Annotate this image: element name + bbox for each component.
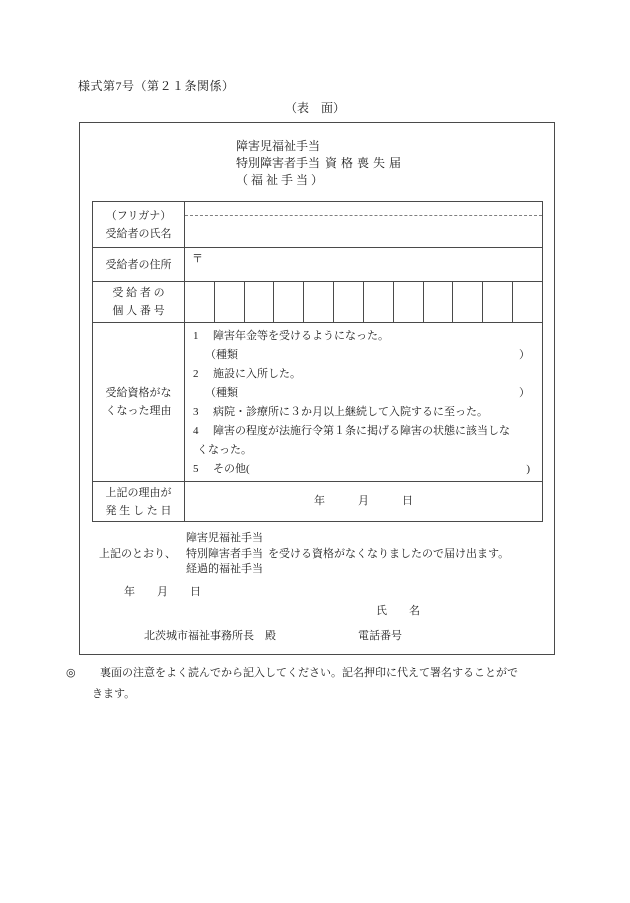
title-allowance-2: 特別障害者手当 <box>236 156 321 170</box>
footer-note <box>66 663 518 705</box>
recipient-address-row <box>93 248 542 282</box>
declaration-prefix: 上記のとおり、 <box>99 547 176 560</box>
side-label: （表 面） <box>284 101 345 115</box>
recipient-name-cell <box>185 202 542 247</box>
personal-number-cells <box>185 282 542 322</box>
form-outer-box <box>79 122 555 655</box>
form-table <box>92 201 543 522</box>
postal-mark: 〒 <box>192 253 203 265</box>
declaration-suffix: を受ける資格がなくなりましたので届け出ます。 <box>268 547 510 560</box>
personal-number-label: 受 給 者 の 個 人 番 号 <box>93 282 185 322</box>
personal-number-cell[interactable] <box>483 282 513 322</box>
personal-number-cell-area <box>185 282 542 322</box>
personal-number-cell[interactable] <box>364 282 394 322</box>
furigana-label: （フリガナ） <box>105 209 172 222</box>
title-loss-notice: 資格喪失届 <box>325 156 406 170</box>
personal-number-cell[interactable] <box>394 282 424 322</box>
personal-number-cell[interactable] <box>245 282 275 322</box>
reason-date-input-area[interactable]: 年 月 日 <box>314 495 413 507</box>
name-label-text: 受給者の氏名 <box>105 227 172 240</box>
loss-reason-list <box>185 323 542 481</box>
phone-number-label: 電話番号 <box>358 630 402 642</box>
personal-number-cell[interactable] <box>304 282 334 322</box>
recipient-address-input-area[interactable] <box>185 248 542 281</box>
title-line-2 <box>236 155 405 172</box>
reason-item-1: 1 障害年金等を受けるようになった。 <box>193 330 389 342</box>
footer-note-line-2: きます。 <box>92 688 136 700</box>
personal-number-cell[interactable] <box>453 282 483 322</box>
title-line-1: 障害児福祉手当 <box>236 139 321 153</box>
footer-note-line-1: 裏面の注意をよく読んでから記入してください。記名押印に代えて署名することがで <box>100 667 518 679</box>
personal-number-cell[interactable] <box>513 282 542 322</box>
reason-date-label: 上記の理由が 発 生 し た 日 <box>93 482 185 521</box>
form-title <box>236 138 405 189</box>
reason-item-1-kind-blank[interactable]: （種類 ） <box>205 349 530 361</box>
personal-number-cell[interactable] <box>424 282 454 322</box>
reason-date-row <box>93 482 542 521</box>
double-circle-mark: ◎ <box>66 667 76 679</box>
declaration-allowance-2: 特別障害者手当 <box>186 547 263 560</box>
personal-number-cell[interactable] <box>185 282 215 322</box>
personal-number-row <box>93 282 542 323</box>
reason-item-5-other-blank[interactable]: 5 その他( ) <box>193 463 530 475</box>
reason-item-4: 4 障害の程度が法施行令第１条に掲げる障害の状態に該当しな <box>193 425 510 437</box>
declaration-allowance-3: 経過的福祉手当 <box>186 563 263 575</box>
declaration-block <box>99 531 509 578</box>
reason-item-3: 3 病院・診療所に３か月以上継続して入院するに至った。 <box>193 406 488 418</box>
form-number: 様式第7号（第２１条関係） <box>78 79 235 93</box>
reason-item-2-kind-blank[interactable]: （種類 ） <box>205 387 530 399</box>
recipient-name-row <box>93 202 542 248</box>
personal-number-cell[interactable] <box>274 282 304 322</box>
addressee-line: 北茨城市福祉事務所長 殿 <box>144 630 276 642</box>
loss-reason-label: 受給資格がな くなった理由 <box>93 323 185 481</box>
personal-number-cell[interactable] <box>334 282 364 322</box>
personal-number-cell[interactable] <box>215 282 245 322</box>
declarant-name-label: 氏 名 <box>376 605 420 617</box>
recipient-address-label: 受給者の住所 <box>93 248 185 281</box>
reason-item-2: 2 施設に入所した。 <box>193 368 301 380</box>
recipient-name-label <box>93 202 185 247</box>
declaration-date-input-area[interactable]: 年 月 日 <box>124 586 201 598</box>
loss-reason-row <box>93 323 542 482</box>
recipient-name-input-area[interactable] <box>185 216 542 247</box>
title-line-3: （ 福 祉 手 当 ） <box>236 173 324 187</box>
reason-item-4-continued: くなった。 <box>197 444 252 456</box>
declaration-allowance-1: 障害児福祉手当 <box>186 532 263 544</box>
